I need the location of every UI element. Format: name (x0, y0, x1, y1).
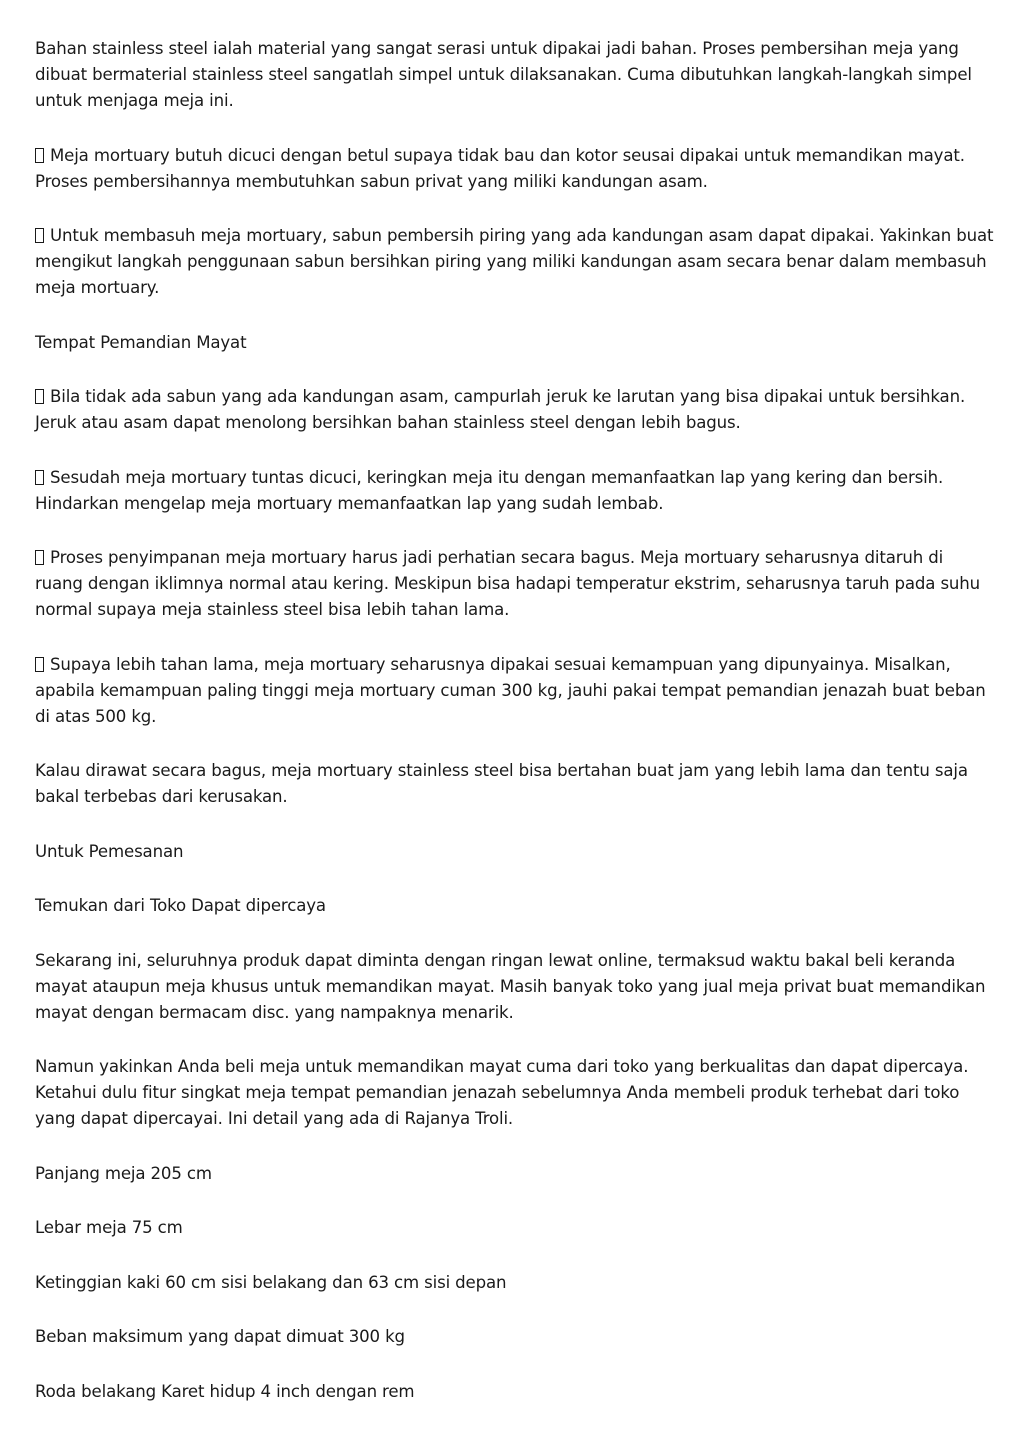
paragraph-bullet-washing (35, 143, 994, 195)
paragraph-bullet-soap (35, 223, 994, 301)
paragraph-text: Sekarang ini, seluruhnya produk dapat diminta dengan ringan lewat online, termaksud waktu bakal beli keranda mayat ataupun meja khusus untuk memandikan mayat. Masih banyak toko yang jual meja privat buat memandikan mayat dengan bermacam disc. yang nampaknya menarik. (35, 950, 986, 1022)
paragraph-text: Meja mortuary butuh dicuci dengan betul supaya tidak bau dan kotor seusai dipakai untuk memandikan mayat. Proses pembersihannya membutuhkan sabun privat yang miliki kandungan asam. (35, 145, 965, 191)
missing-glyph-icon (35, 657, 44, 672)
paragraph-heading-toko (35, 893, 994, 919)
missing-glyph-icon (35, 148, 44, 163)
spec-max-load (35, 1324, 994, 1350)
paragraph-text: Sesudah meja mortuary tuntas dicuci, keringkan meja itu dengan memanfaatkan lap yang kering dan bersih. Hindarkan mengelap meja mortuary memanfaatkan lap yang sudah lembab. (35, 467, 944, 513)
paragraph-care-summary (35, 758, 994, 810)
paragraph-text: Panjang meja 205 cm (35, 1163, 212, 1183)
spec-length (35, 1161, 994, 1187)
paragraph-text: Supaya lebih tahan lama, meja mortuary seharusnya dipakai sesuai kemampuan yang dipunyainya. Misalkan, apabila kemampuan paling tinggi meja mortuary cuman 300 kg, jauhi pakai tempat pemandian jenazah buat beban di atas 500 kg. (35, 654, 986, 726)
missing-glyph-icon (35, 228, 44, 243)
paragraph-text: Lebar meja 75 cm (35, 1218, 183, 1237)
paragraph-text: Proses penyimpanan meja mortuary harus jadi perhatian secara bagus. Meja mortuary seharusnya ditaruh di ruang dengan iklimnya normal atau kering. Meskipun bisa hadapi temperatur ekstrim, seharusnya taruh pada suhu normal supaya meja stainless steel bisa lebih tahan lama. (35, 548, 981, 619)
missing-glyph-icon (35, 470, 44, 485)
paragraph-text: Beban maksimum yang dapat dimuat 300 kg (35, 1327, 405, 1346)
paragraph-online (35, 948, 994, 1026)
paragraph-bullet-citrus (35, 384, 994, 436)
paragraph-trusted-store (35, 1054, 994, 1132)
paragraph-bullet-drying (35, 465, 994, 517)
paragraph-text: Bahan stainless steel ialah material yang sangat serasi untuk dipakai jadi bahan. Proses pembersihan meja yang dibuat bermaterial stainless steel sangatlah simpel untuk dilaksanakan. Cuma dibutuhkan langkah-langkah simpel untuk menjaga meja ini. (35, 39, 972, 110)
paragraph-intro (35, 36, 994, 114)
paragraph-text: Temukan dari Toko Dapat dipercaya (35, 896, 326, 915)
paragraph-bullet-capacity (35, 652, 994, 730)
paragraph-text: Untuk Pemesanan (35, 841, 184, 861)
paragraph-heading-pemesanan (35, 839, 994, 865)
spec-leg-height (35, 1270, 994, 1296)
paragraph-text: Bila tidak ada sabun yang ada kandungan asam, campurlah jeruk ke larutan yang bisa dipakai untuk bersihkan. Jeruk atau asam dapat menolong bersihkan bahan stainless steel dengan lebih bagus. (35, 387, 966, 432)
paragraph-text: Untuk membasuh meja mortuary, sabun pembersih piring yang ada kandungan asam dapat dipakai. Yakinkan buat mengikut langkah penggunaan sabun bersihkan piring yang miliki kandungan asam secara benar dalam membasuh meja mortuary. (35, 226, 994, 297)
paragraph-heading-tempat (35, 330, 994, 356)
missing-glyph-icon (35, 389, 44, 404)
spec-rear-wheel (35, 1379, 994, 1405)
paragraph-bullet-storage (35, 545, 994, 623)
paragraph-text: Tempat Pemandian Mayat (35, 332, 247, 352)
paragraph-text: Roda belakang Karet hidup 4 inch dengan rem (35, 1381, 415, 1401)
paragraph-text: Namun yakinkan Anda beli meja untuk memandikan mayat cuma dari toko yang berkualitas dan dapat dipercaya. Ketahui dulu fitur singkat meja tempat pemandian jenazah sebelumnya Anda membeli produk terhebat dari toko yang dapat dipercayai. Ini detail yang ada di Rajanya Troli. (35, 1057, 969, 1128)
paragraph-text: Ketinggian kaki 60 cm sisi belakang dan 63 cm sisi depan (35, 1272, 507, 1292)
paragraph-text: Kalau dirawat secara bagus, meja mortuary stainless steel bisa bertahan buat jam yang lebih lama dan tentu saja bakal terbebas dari kerusakan. (35, 761, 968, 806)
spec-width (35, 1215, 994, 1241)
missing-glyph-icon (35, 550, 44, 565)
